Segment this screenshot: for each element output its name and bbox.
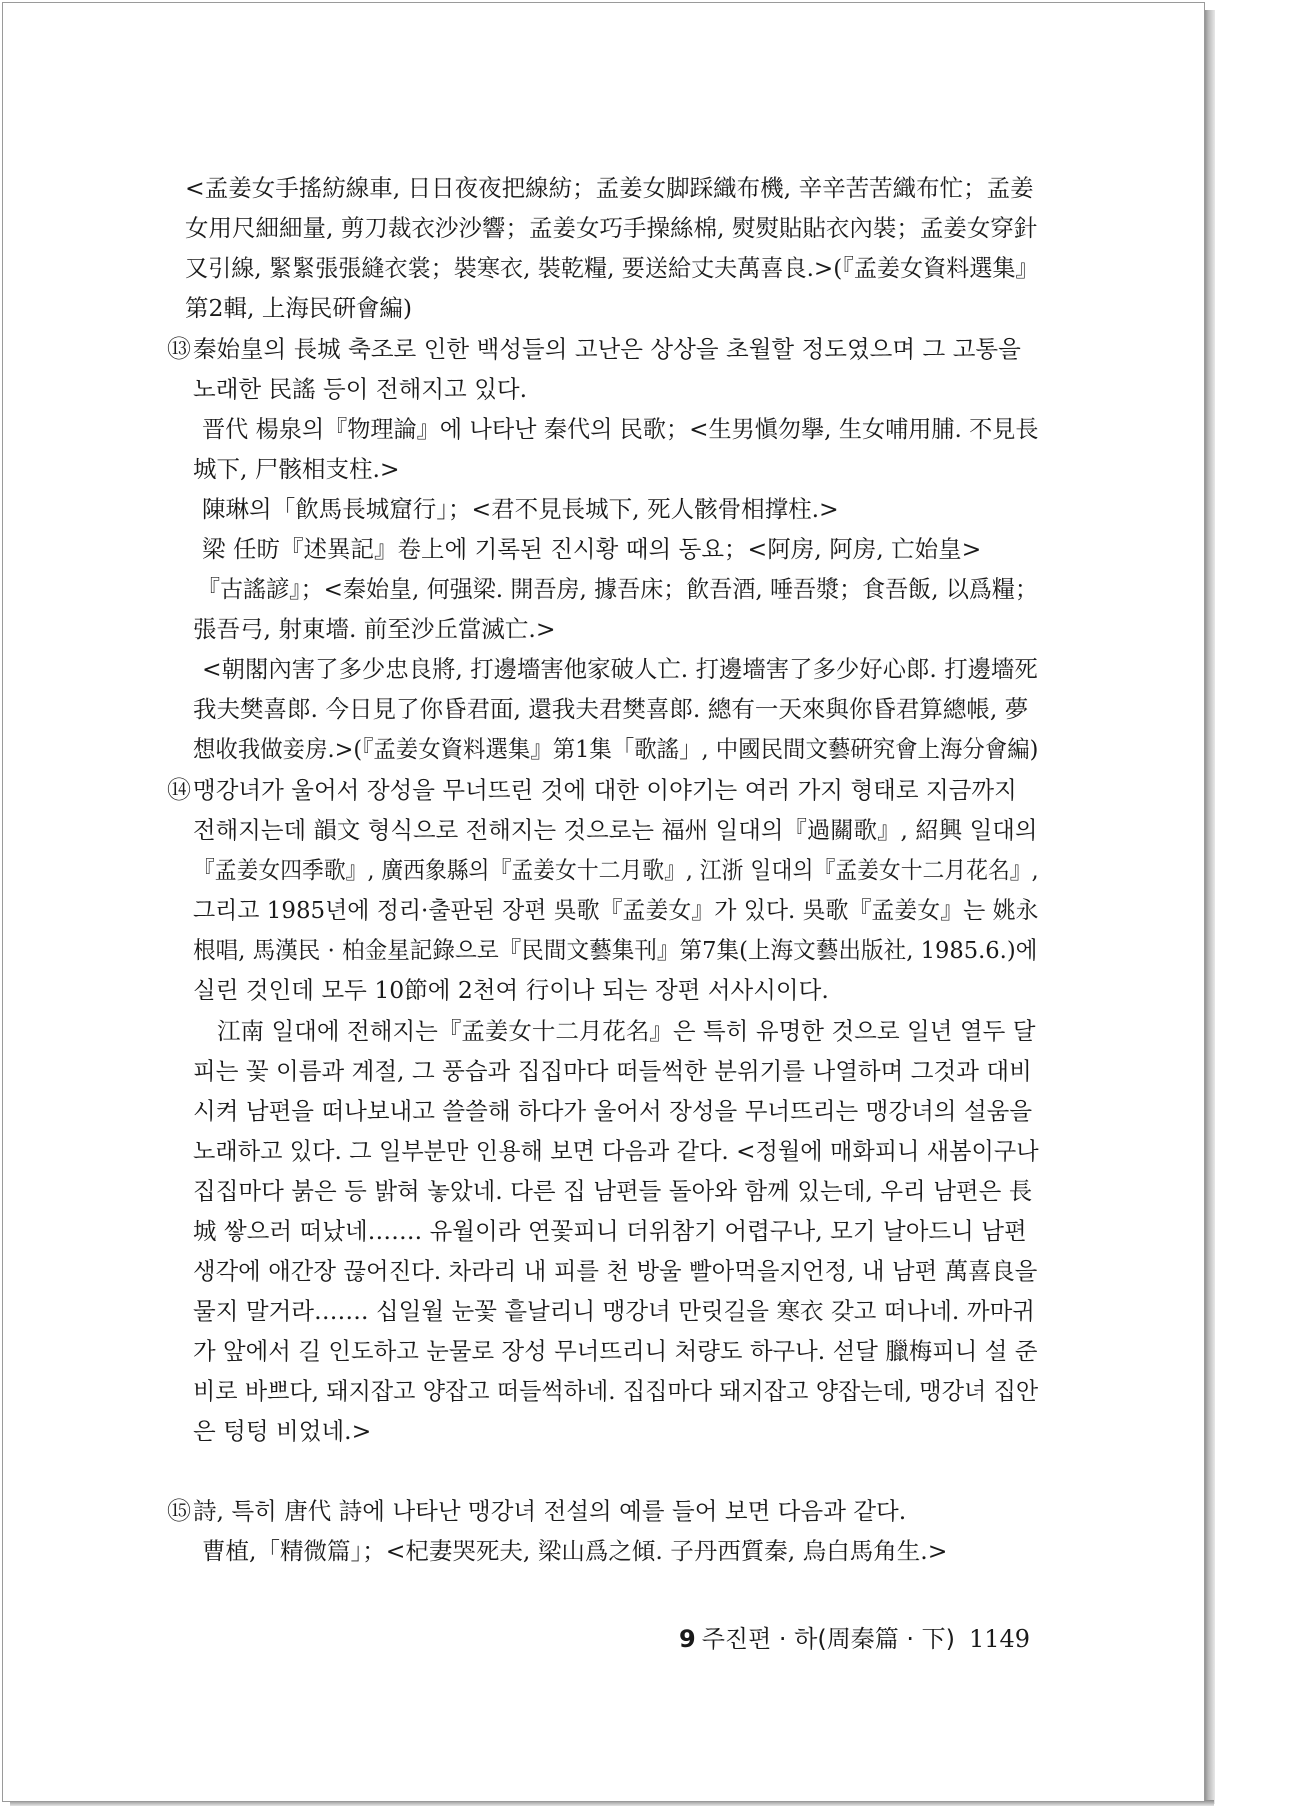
text-line: 맹강녀가 울어서 장성을 무너뜨린 것에 대한 이야기는 여러 가지 형태로 지금까지 <box>193 776 1017 804</box>
text-line: 城下, 尸骸相支柱.> <box>193 455 400 483</box>
text-line: 『孟姜女四季歌』, 廣西象縣의『孟姜女十二月歌』, 江浙 일대의『孟姜女十二月花名』, <box>193 856 1039 884</box>
text-line: 江南 일대에 전해지는『孟姜女十二月花名』은 특히 유명한 것으로 일년 열두 달 <box>217 1017 1036 1045</box>
text-line: 노래한 民謠 등이 전해지고 있다. <box>193 375 528 403</box>
chapter-title: 주진편 · 하(周秦篇 · 下) <box>701 1625 955 1653</box>
text-line: 은 텅텅 비었네.> <box>193 1417 372 1445</box>
page-footer <box>679 1623 1030 1655</box>
text-line: 생각에 애간장 끊어진다. 차라리 내 피를 천 방울 빨아먹을지언정, 내 남편 萬喜良을 <box>193 1257 1038 1285</box>
text-line: 晋代 楊泉의『物理論』에 나타난 秦代의 民歌；<生男愼勿擧, 生女哺用脯. 不見長 <box>202 415 1039 443</box>
text-line: 물지 말거라……. 십일월 눈꽃 흩날리니 맹강녀 만릿길을 寒衣 갖고 떠나네. 까마귀 <box>193 1297 1035 1325</box>
text-line: 시켜 남편을 떠나보내고 쓸쓸해 하다가 울어서 장성을 무너뜨리는 맹강녀의 설움을 <box>193 1097 1033 1125</box>
text-line: 그리고 1985년에 정리·출판된 장편 吳歌『孟姜女』가 있다. 吳歌『孟姜女』는 姚永 <box>193 896 1039 924</box>
text-line: 我夫樊喜郞. 今日見了你昏君面, 還我夫君樊喜郞. 總有一天來與你昏君算總帳, 夢 <box>193 695 1029 723</box>
note-marker-15: ⑮ <box>167 1497 191 1525</box>
text-line: 노래하고 있다. 그 일부분만 인용해 보면 다음과 같다. <정월에 매화피니 새봄이구나 <box>193 1137 1039 1165</box>
text-line: 想收我做妾房.>(『孟姜女資料選集』第1集「歌謠」, 中國民間文藝硏究會上海分會編) <box>193 735 1039 763</box>
text-line: 曹植,「精微篇」；<杞妻哭死夫, 梁山爲之傾. 子丹西質秦, 烏白馬角生.> <box>202 1537 948 1565</box>
text-line: 실린 것인데 모두 10節에 2천여 行이나 되는 장편 서사시이다. <box>193 976 829 1004</box>
text-line: 又引線, 緊緊張張縫衣裳；裝寒衣, 裝乾糧, 要送給丈夫萬喜良.>(『孟姜女資料選集』 <box>185 254 1039 282</box>
text-line: 第2輯, 上海民硏會編) <box>185 294 413 322</box>
text-line: 집집마다 붉은 등 밝혀 놓았네. 다른 집 남편들 돌아와 함께 있는데, 우리 남편은 長 <box>193 1177 1033 1205</box>
text-line: 根唱, 馬漢民 · 柏金星記錄으로『民間文藝集刊』第7集(上海文藝出版社, 1985.6.)에 <box>193 936 1038 964</box>
page-number: 1149 <box>968 1625 1031 1653</box>
text-line: 피는 꽃 이름과 계절, 그 풍습과 집집마다 떠들썩한 분위기를 나열하며 그것과 대비 <box>193 1057 1032 1085</box>
text-line: 梁 任昉『述異記』卷上에 기록된 진시황 때의 동요；<阿房, 阿房, 亡始皇> <box>202 535 982 563</box>
text-line: <孟姜女手搖紡線車, 日日夜夜把線紡；孟姜女脚踩織布機, 辛辛苦苦織布忙；孟姜 <box>185 174 1034 202</box>
text-line: 城 쌓으러 떠났네……. 유월이라 연꽃피니 더위참기 어렵구나, 모기 날아드니 남편 <box>193 1217 1027 1245</box>
text-line: 비로 바쁘다, 돼지잡고 양잡고 떠들썩하네. 집집마다 돼지잡고 양잡는데, 맹강녀 집안 <box>193 1377 1039 1405</box>
text-line: 전해지는데 韻文 형식으로 전해지는 것으로는 福州 일대의『過關歌』, 紹興 일대의 <box>193 816 1038 844</box>
text-line: 張吾弓, 射東墻. 前至沙丘當滅亡.> <box>193 615 556 643</box>
text-line: 女用尺細細量, 剪刀裁衣沙沙響；孟姜女巧手操絲棉, 熨熨貼貼衣內裝；孟姜女穿針 <box>185 214 1038 242</box>
text-line: 가 앞에서 길 인도하고 눈물로 장성 무너뜨리니 처량도 하구나. 섣달 臘梅피니 설 준 <box>193 1337 1038 1365</box>
note-marker-13: ⑬ <box>167 335 191 363</box>
note-marker-14: ⑭ <box>167 776 191 804</box>
text-line: 『古謠諺』；<秦始皇, 何强梁. 開吾房, 據吾床；飮吾酒, 唾吾漿；食吾飯, 以爲糧； <box>197 575 1038 603</box>
text-line: 秦始皇의 長城 축조로 인한 백성들의 고난은 상상을 초월할 정도였으며 그 고통을 <box>193 335 1021 363</box>
book-page <box>2 2 1205 1802</box>
chapter-number: 9 <box>679 1625 696 1653</box>
text-line: 詩, 특히 唐代 詩에 나타난 맹강녀 전설의 예를 들어 보면 다음과 같다. <box>193 1497 907 1525</box>
text-line: 陳琳의「飮馬長城窟行」；<君不見長城下, 死人骸骨相撑柱.> <box>202 495 839 523</box>
text-line: <朝閣內害了多少忠良將, 打邊墻害他家破人亡. 打邊墻害了多少好心郞. 打邊墻死 <box>202 655 1038 683</box>
